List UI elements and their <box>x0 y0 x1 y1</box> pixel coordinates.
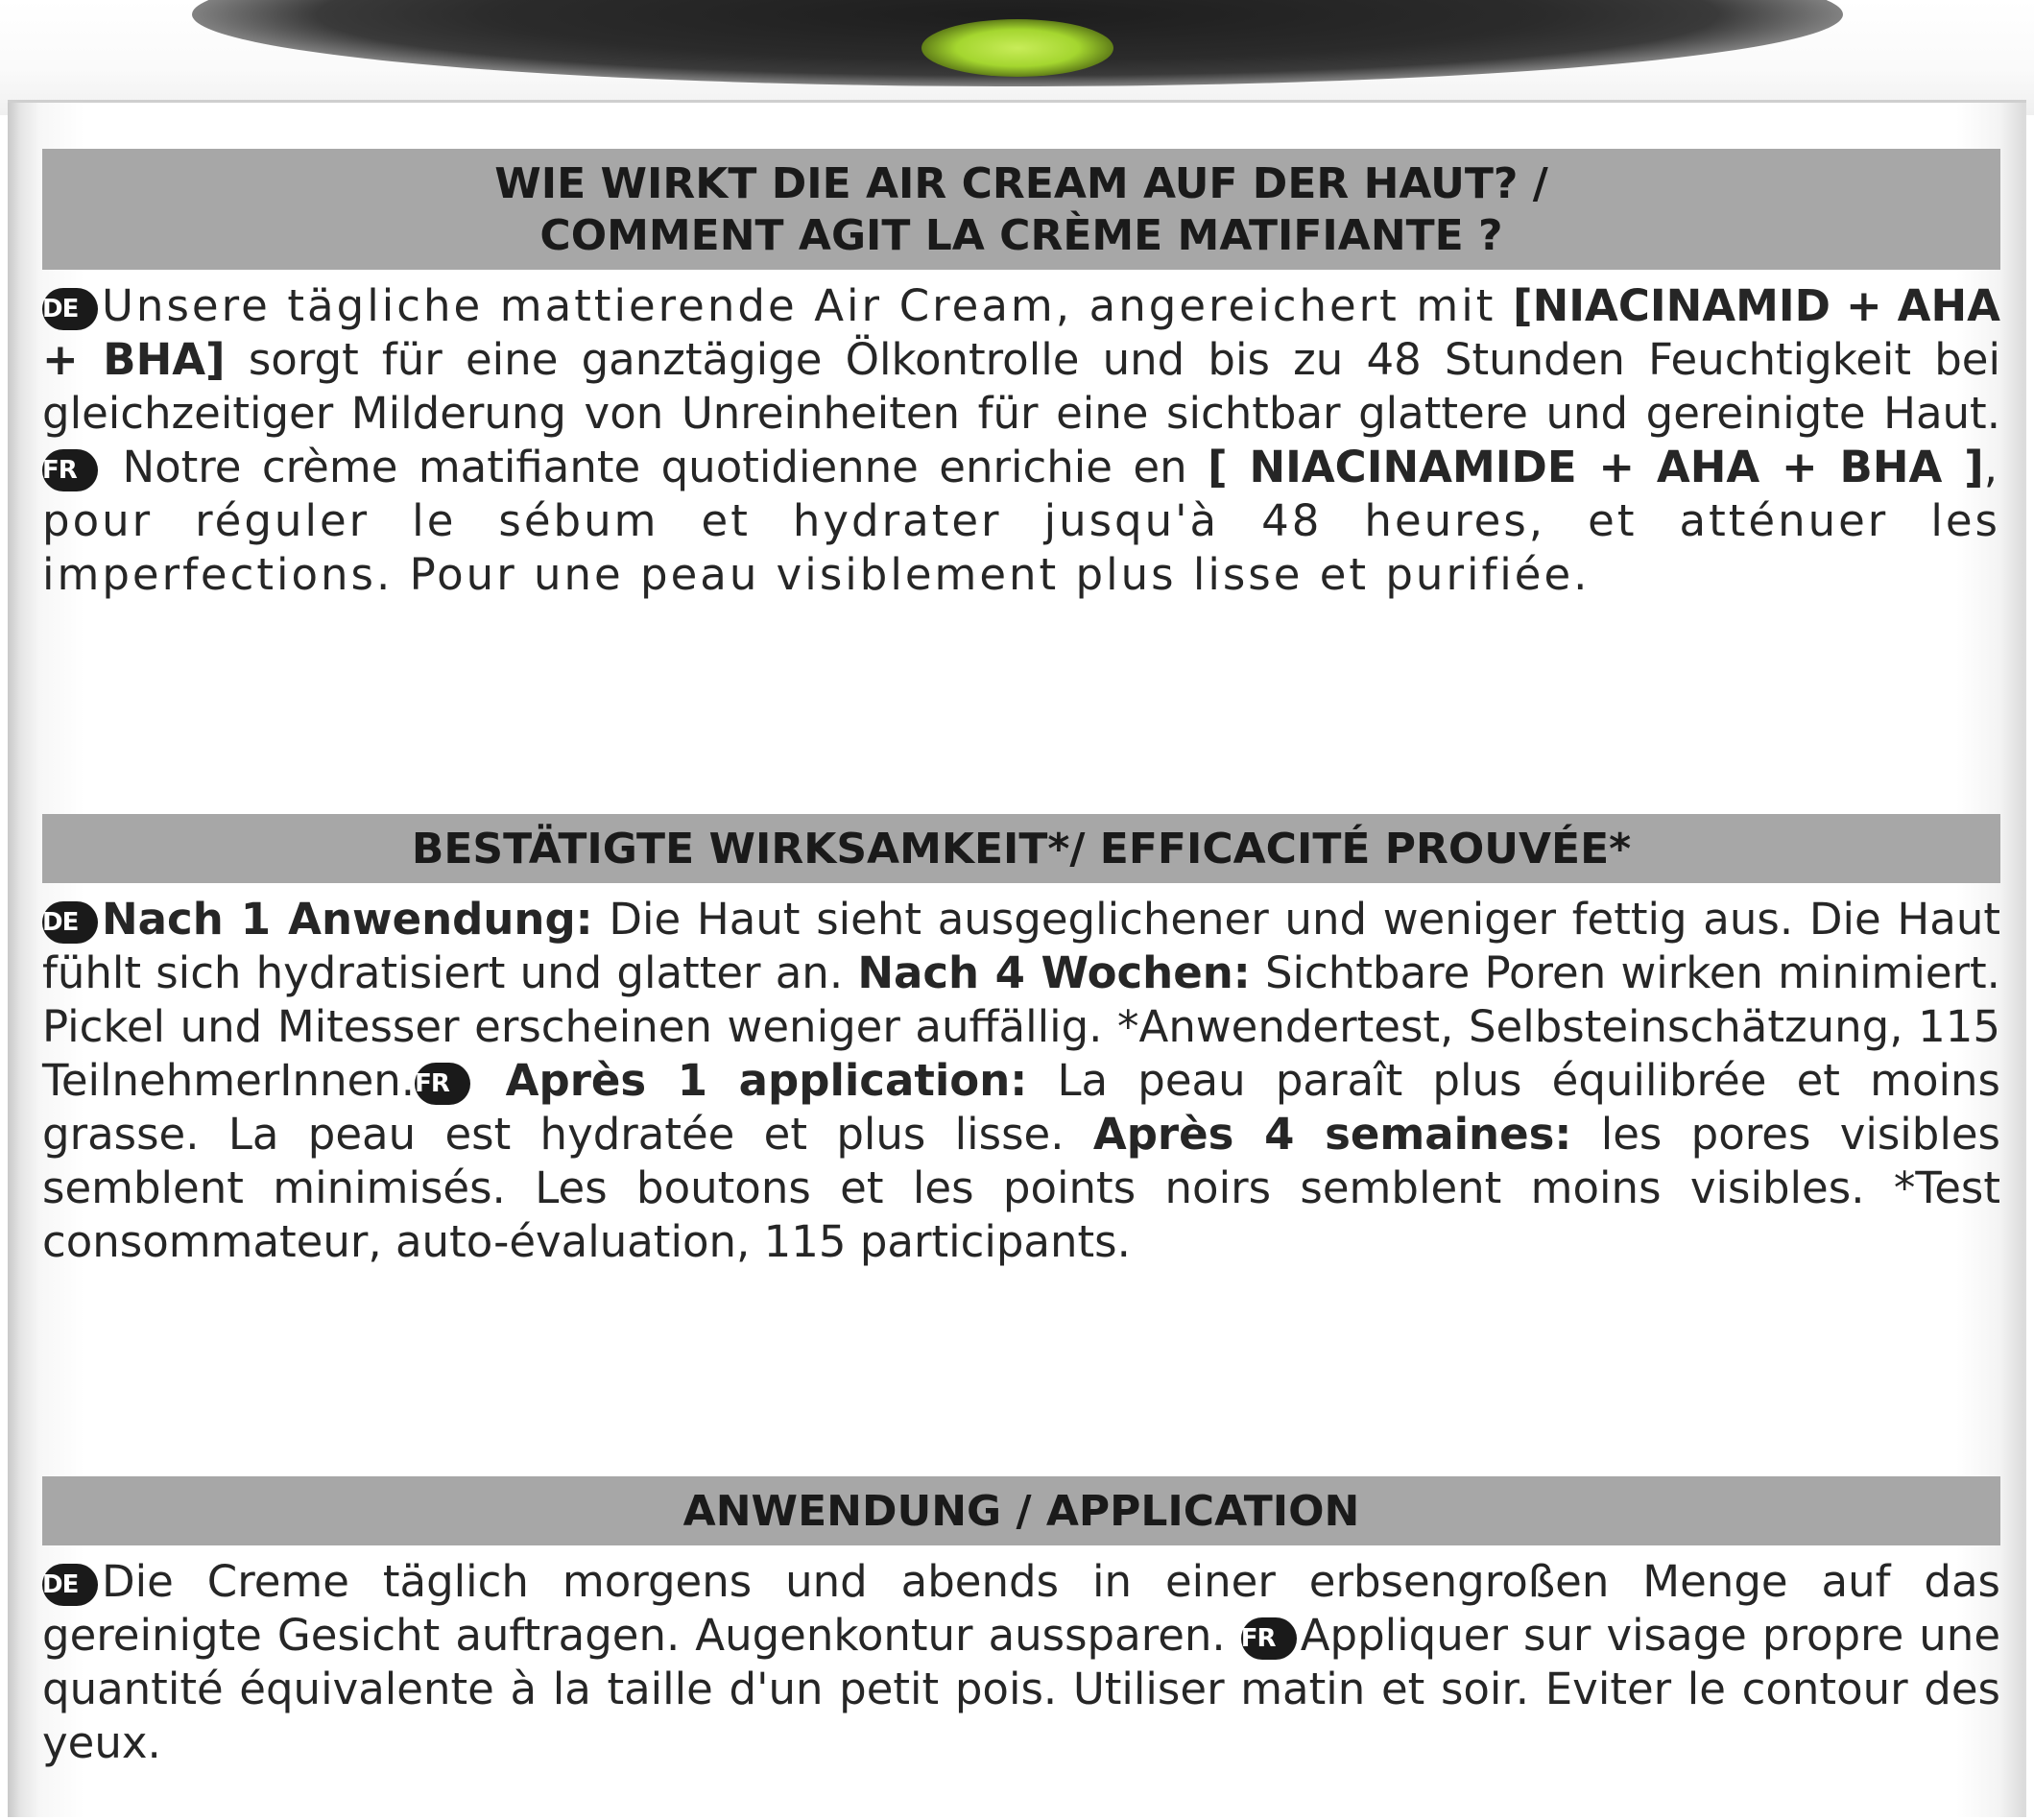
de-text: sorgt für eine ganztägige Ölkontrolle und bis zu 48 Stunden Feuchtigkeit bei gleichzeitiger Milderung von Unreinheiten für eine sichtbar glattere und gereinigte Haut. <box>42 334 2000 439</box>
fr-badge: FR <box>415 1063 470 1105</box>
fr-text: les pores visibles semblent minimisés. Les boutons et les points noirs semblent moins visibles. *Test consommateur, auto-évaluation, 115 participants. <box>42 1109 2001 1267</box>
section-how-it-works <box>42 149 2000 602</box>
section-body <box>42 893 2000 1269</box>
fr-ingredients: [ NIACINAMIDE + AHA + BHA ] <box>1208 442 1984 492</box>
section-heading <box>42 814 2000 883</box>
fr-text: , pour réguler le sébum et hydrater jusqu'à 48 heures, et atténuer les imperfections. Pour une peau visiblement plus lisse et purifiée. <box>42 442 2001 600</box>
de-text: Die Haut sieht ausgeglichener und weniger fettig aus. Die Haut fühlt sich hydratisiert und glatter an. <box>42 894 2000 998</box>
section-heading <box>42 1476 2000 1545</box>
section-body <box>42 279 2000 602</box>
fr-text: Appliquer sur visage propre une quantité équivalente à la taille d'un petit pois. Utiliser matin et soir. Eviter le contour des yeux. <box>42 1610 2001 1768</box>
section-proven-efficacy <box>42 814 2000 1269</box>
de-text: Die Creme täglich morgens und abends in einer erbsengroßen Menge auf das gereinigte Gesicht auftragen. Augenkontur aussparen. <box>42 1556 2000 1661</box>
heading-line: BESTÄTIGTE WIRKSAMKEIT*/ EFFICACITÉ PROUVÉE* <box>411 825 1632 874</box>
fr-badge: FR <box>42 449 98 491</box>
de-text: Sichtbare Poren wirken minimiert. Pickel und Mitesser erscheinen weniger auffällig. *Anwendertest, Selbsteinschätzung, 115 TeilnehmerInnen. <box>42 947 2000 1106</box>
fr-text: Notre crème matifiante quotidienne enrichie en <box>102 442 1208 492</box>
fr-badge: FR <box>1241 1617 1297 1660</box>
de-after-4: Nach 4 Wochen: <box>857 947 1251 998</box>
fr-text: La peau paraît plus équilibrée et moins grasse. La peau est hydratée et plus lisse. <box>42 1055 2000 1160</box>
jar-lid-accent <box>921 19 1113 77</box>
de-badge: DE <box>42 288 98 330</box>
fr-after-4: Après 4 semaines: <box>1092 1109 1572 1160</box>
de-text: Unsere tägliche mattierende Air Cream, angereichert mit <box>102 280 1514 331</box>
de-badge: DE <box>42 1564 98 1606</box>
de-badge: DE <box>42 901 98 944</box>
section-body <box>42 1555 2000 1770</box>
packaging-top <box>0 0 2034 115</box>
fr-after-1: Après 1 application: <box>474 1055 1028 1106</box>
heading-line: COMMENT AGIT LA CRÈME MATIFIANTE ? <box>539 211 1503 260</box>
section-application <box>42 1476 2000 1770</box>
heading-line: ANWENDUNG / APPLICATION <box>682 1487 1360 1536</box>
de-ingredients: [NIACINAMID + AHA + BHA] <box>42 280 2000 385</box>
section-heading <box>42 149 2000 270</box>
de-after-1: Nach 1 Anwendung: <box>102 894 593 945</box>
heading-line: WIE WIRKT DIE AIR CREAM AUF DER HAUT? / <box>494 159 1548 208</box>
